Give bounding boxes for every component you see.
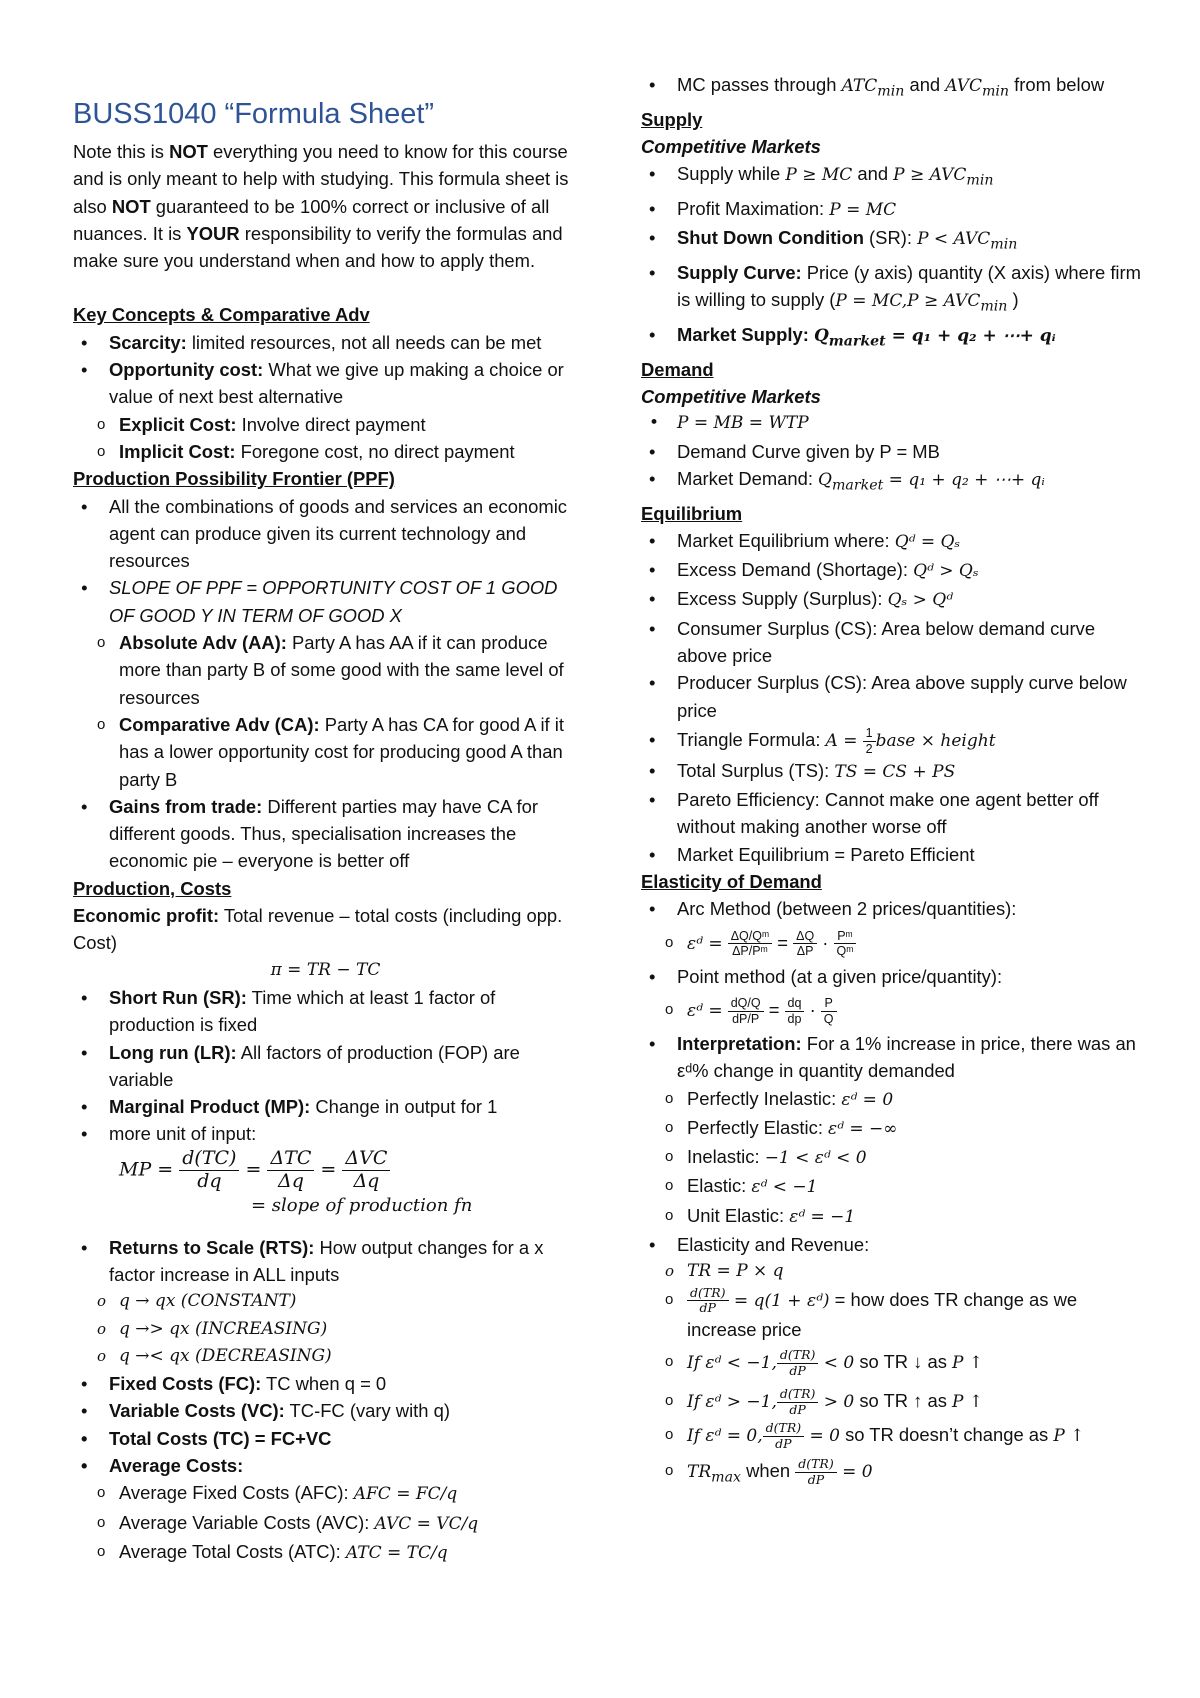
list-item: • Long run (LR): All factors of production (FOP) are variable <box>73 1039 578 1094</box>
list-item: • Shut Down Condition (SR): $P < AVC_{min}$ <box>641 224 1141 259</box>
sub-list-item: o $TR_{max}$ when $\frac{d(TR)}{dP}$ = 0 <box>641 1451 1141 1497</box>
sub-list-item: o Comparative Adv (CA): Party A has CA for good A if it has a lower opportunity cost for producing good A than party B <box>73 711 578 793</box>
point-formula: o εᵈ = $\frac{dQ/Q}{dP/P}$ = $\frac{dq}{dp}$ · $\frac{P}{Q}$ <box>641 990 1141 1030</box>
list-item: • Excess Supply (Surplus): Qₛ > Qᵈ <box>641 585 1141 614</box>
arc-formula: o εᵈ = $\frac{\text{ΔQ/Qᵐ}}{\text{ΔP/Pᵐ}}$ = $\frac{\Delta Q}{\Delta P}$ · $\frac{\text{Pᵐ}}{\text{Qᵐ}}$ <box>641 923 1141 963</box>
sub-list-item: o If εᵈ > −1, $\frac{d(TR)}{dP}$ > 0 so TR ↑ as P ↑ <box>641 1382 1141 1421</box>
sub-list-item: o Unit Elastic: εᵈ = −1 <box>641 1202 1141 1231</box>
list-item: • Total Costs (TC) = FC+VC <box>73 1425 578 1452</box>
list-item: • Arc Method (between 2 prices/quantities): <box>641 895 1141 922</box>
sub-list-item: o Average Total Costs (ATC): ATC = TC/q <box>73 1538 578 1567</box>
costs-heading: Production, Costs <box>73 877 232 899</box>
economic-profit-line: Economic profit: Total revenue – total costs (including opp. Cost) <box>73 905 563 954</box>
list-item: • Triangle Formula: A = $\frac{1}{2}$ base × height <box>641 724 1141 757</box>
list-item: • Average Costs: <box>73 1452 578 1479</box>
list-item: • Supply while P ≥ MC and $P \ge AVC_{min}$ <box>641 160 1141 195</box>
list-item: • Scarcity: limited resources, not all needs can be met <box>73 329 578 356</box>
list-item: • Variable Costs (VC): TC-FC (vary with q) <box>73 1397 578 1424</box>
right-column <box>641 71 1141 1497</box>
list-item: • All the combinations of goods and services an economic agent can produce given its current technology and resources <box>73 493 578 575</box>
list-item: • Pareto Efficiency: Cannot make one agent better off without making another worse off <box>641 786 1141 841</box>
list-item: • MC passes through $ATC_{min}$ and $AVC_{min}$ from below <box>641 71 1141 106</box>
list-item: • Fixed Costs (FC): TC when q = 0 <box>73 1370 578 1397</box>
list-item: • Profit Maximation: P = MC <box>641 195 1141 224</box>
sub-list-item: o $\frac{d(TR)}{dP}$ = q(1 + εᵈ) = how does TR change as we increase price <box>641 1286 1141 1343</box>
list-item: • Market Equilibrium where: Qᵈ = Qₛ <box>641 527 1141 556</box>
sub-list-item: o q →> qx (INCREASING) <box>73 1316 578 1343</box>
sub-list-item: o Perfectly Inelastic: εᵈ = 0 <box>641 1085 1141 1114</box>
list-item: • SLOPE OF PPF = OPPORTUNITY COST OF 1 GOOD OF GOOD Y IN TERM OF GOOD X <box>73 574 578 629</box>
profit-formula: π = TR − TC <box>270 959 381 980</box>
key-concepts-heading: Key Concepts & Comparative Adv <box>73 304 370 326</box>
list-item: • P = MB = WTP <box>641 410 1141 437</box>
elasticity-heading: Elasticity of Demand <box>641 871 822 893</box>
list-item: • Excess Demand (Shortage): Qᵈ > Qₛ <box>641 556 1141 585</box>
sub-list-item: o q →< qx (DECREASING) <box>73 1343 578 1370</box>
list-item: • Returns to Scale (RTS): How output changes for a x factor increase in ALL inputs <box>73 1234 578 1289</box>
list-item: • Supply Curve: Price (y axis) quantity (X axis) where firm is willing to supply ($P = MC,P \ge AVC_{min}$ ) <box>641 259 1141 321</box>
supply-heading: Supply <box>641 108 703 130</box>
list-item: • more unit of input: <box>73 1120 578 1147</box>
list-item: • Interpretation: For a 1% increase in price, there was an εᵈ% change in quantity demanded <box>641 1030 1141 1085</box>
list-item: • Opportunity cost: What we give up making a choice or value of next best alternative <box>73 356 578 411</box>
list-item: • Short Run (SR): Time which at least 1 factor of production is fixed <box>73 984 578 1039</box>
equilibrium-heading: Equilibrium <box>641 502 743 524</box>
list-item: • Demand Curve given by P = MB <box>641 438 1141 465</box>
list-item: • Market Equilibrium = Pareto Efficient <box>641 841 1141 868</box>
list-item: • Total Surplus (TS): TS = CS + PS <box>641 757 1141 786</box>
sub-list-item: o q → qx (CONSTANT) <box>73 1288 578 1315</box>
mp-formula: MP = $\frac{d(TC)}{dq}$ = $\frac{\text{ΔTC}}{\Delta q}$ = $\frac{\text{ΔVC}}{\Delta q}$ = slope of production fn <box>73 1148 578 1234</box>
sub-list-item: o Average Fixed Costs (AFC): AFC = FC/q <box>73 1479 578 1508</box>
sub-list-item: o Inelastic: −1 < εᵈ < 0 <box>641 1143 1141 1172</box>
sub-list-item: o Implicit Cost: Foregone cost, no direct payment <box>73 438 578 465</box>
list-item: • Point method (at a given price/quantity): <box>641 963 1141 990</box>
list-item: • Market Demand: $Q_{market} = q_1 + q_2$ + ⋯+ qᵢ <box>641 465 1141 500</box>
list-item: • Gains from trade: Different parties may have CA for different goods. Thus, specialisation increases the economic pie – everyone is better off <box>73 793 578 875</box>
list-item: • Producer Surplus (CS): Area above supply curve below price <box>641 669 1141 724</box>
demand-subheading: Competitive Markets <box>641 385 821 407</box>
sub-list-item: o Elastic: εᵈ < −1 <box>641 1172 1141 1201</box>
sub-list-item: o Average Variable Costs (AVC): AVC = VC/q <box>73 1509 578 1538</box>
list-item: • Consumer Surplus (CS): Area below demand curve above price <box>641 615 1141 670</box>
sub-list-item: o Explicit Cost: Involve direct payment <box>73 411 578 438</box>
ppf-heading: Production Possibility Frontier (PPF) <box>73 468 395 490</box>
list-item: • Marginal Product (MP): Change in output for 1 <box>73 1093 578 1120</box>
demand-heading: Demand <box>641 358 714 380</box>
sub-list-item: o Perfectly Elastic: εᵈ = −∞ <box>641 1114 1141 1143</box>
list-item: • Elasticity and Revenue: <box>641 1231 1141 1258</box>
mp-slope: = slope of production fn <box>251 1195 473 1217</box>
sub-list-item: o If εᵈ = 0, $\frac{d(TR)}{dP}$ = 0 so TR doesn’t change as P ↑ <box>641 1421 1141 1451</box>
left-column <box>73 94 578 1567</box>
intro-paragraph: Note this is NOT everything you need to know for this course and is only meant to help with studying. This formula sheet is also NOT guaranteed to be 100% correct or inclusive of all nuances. It is YOUR responsibility to verify the formulas and make sure you understand when and how to apply them. <box>73 141 569 272</box>
sub-list-item: o Absolute Adv (AA): Party A has AA if it can produce more than party B of some good with the same level of resources <box>73 629 578 711</box>
sub-list-item: o If εᵈ < −1, $\frac{d(TR)}{dP}$ < 0 so TR ↓ as P ↑ <box>641 1343 1141 1382</box>
list-item: • Market Supply: $Q_{market} = q_1 + q_2$ + ⋯+ qᵢ <box>641 321 1141 356</box>
page-title: BUSS1040 “Formula Sheet” <box>73 98 435 130</box>
supply-subheading: Competitive Markets <box>641 135 821 157</box>
sub-list-item: o TR = P × q <box>641 1258 1141 1285</box>
